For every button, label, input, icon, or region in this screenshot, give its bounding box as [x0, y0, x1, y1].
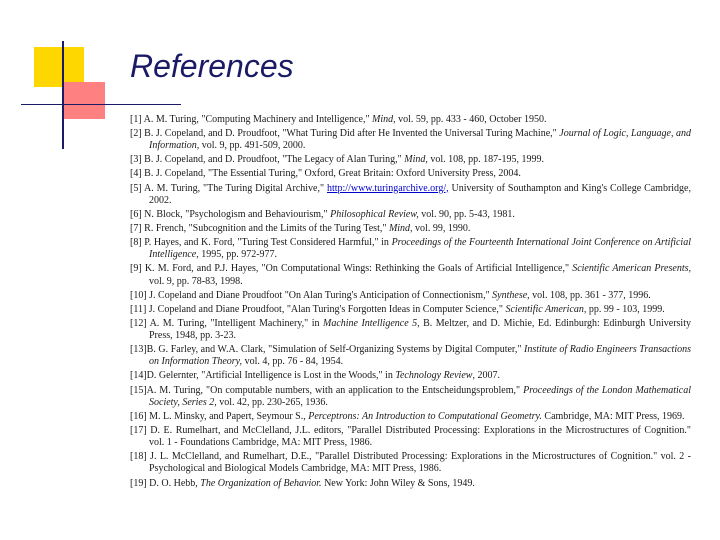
reference-text: [3] B. J. Copeland, and D. Proudfoot, "The Legacy of Alan Turing," — [130, 154, 405, 166]
reference-italic-text: Mind, — [388, 222, 413, 234]
reference-text: vol. 4, pp. 76 - 84, 1954. — [242, 356, 344, 368]
reference-text: , 1995, pp. 972-977. — [196, 249, 278, 261]
reference-item — [130, 425, 691, 449]
reference-text: vol. 9, pp. 491-509, 2000. — [199, 140, 306, 152]
decorative-pink-square — [63, 82, 105, 119]
reference-item — [130, 154, 691, 166]
reference-text: [8] P. Hayes, and K. Ford, "Turing Test Considered Harmful," in — [130, 237, 392, 249]
reference-italic-text: Proceedings of the London Mathematical Society, Series 2, — [149, 384, 691, 408]
reference-italic-text: Technology Review — [395, 370, 473, 382]
reference-text: vol. 42, pp. 230-265, 1936. — [216, 396, 328, 408]
reference-text: University of Southampton and King's College Cambridge, 2002. — [149, 182, 691, 206]
reference-item — [130, 209, 691, 221]
decorative-vertical-rule — [62, 41, 64, 149]
reference-italic-text: Scientific American Presents, — [572, 263, 691, 275]
reference-text: vol. 59, pp. 433 - 460, October 1950. — [395, 114, 547, 125]
reference-text: [11] J. Copeland and Diane Proudfoot, "Alan Turing's Forgotten Ideas in Computer Science," — [130, 303, 506, 315]
reference-item — [130, 478, 691, 490]
reference-text: vol. 108, pp. 187-195, 1999. — [427, 154, 544, 166]
reference-item — [130, 128, 691, 152]
reference-text: [4] B. J. Copeland, "The Essential Turing," Oxford, Great Britain: Oxford University Press, 2004. — [130, 168, 521, 180]
reference-item — [130, 168, 691, 180]
reference-text: vol. 9, pp. 78-83, 1998. — [149, 275, 243, 287]
reference-italic-text: Institute of Radio Engineers Transactions on Information Theory, — [149, 344, 691, 368]
reference-item — [130, 344, 691, 368]
reference-item — [130, 318, 691, 342]
reference-text: [6] N. Block, "Psychologism and Behaviourism," — [130, 208, 331, 220]
reference-text: [13]B. G. Farley, and W.A. Clark, "Simulation of Self-Organizing Systems by Digital Computer," — [130, 344, 525, 356]
reference-text: [12] A. M. Turing, "Intelligent Machinery," in — [130, 317, 323, 329]
reference-text: [17] D. E. Rumelhart, and McClelland, J.L. editors, "Parallel Distributed Processing: Explorations in the Microstructures of Cognition." vol. 1 - Foundations Cambridge, MA: MIT Press, 1986. — [130, 424, 691, 449]
reference-text: [1] A. M. Turing, "Computing Machinery and Intelligence," — [130, 114, 373, 125]
reference-list — [130, 114, 691, 492]
reference-text: vol. 99, 1990. — [412, 222, 471, 234]
reference-item — [130, 114, 691, 126]
reference-italic-text: Machine Intelligence 5 — [322, 317, 418, 329]
reference-item — [130, 451, 691, 475]
slide-title: References — [130, 48, 294, 84]
reference-italic-text: Journal of Logic, Language, and Information, — [149, 128, 692, 152]
reference-italic-text: Proceedings of the Fourteenth International Joint Conference on Artificial Intelligence — [149, 237, 691, 261]
reference-item — [130, 411, 691, 423]
reference-text: , 2007. — [472, 370, 500, 382]
reference-text: Cambridge, MA: MIT Press, 1969. — [541, 410, 685, 422]
reference-text: pp. 99 - 103, 1999. — [586, 303, 665, 315]
reference-link[interactable]: http://www.turingarchive.org/, — [326, 182, 449, 194]
reference-item — [130, 370, 691, 382]
decorative-yellow-square — [34, 47, 84, 87]
reference-item — [130, 223, 691, 235]
reference-text: [5] A. M. Turing, "The Turing Digital Archive," — [130, 182, 327, 194]
reference-text: [15]A. M. Turing, "On computable numbers, with an application to the Entscheidungsproblem," — [130, 384, 524, 396]
reference-italic-text: Synthese, — [492, 289, 530, 301]
reference-text: [7] R. French, "Subcognition and the Limits of the Turing Test," — [130, 222, 389, 234]
reference-text: [16] M. L. Minsky, and Papert, Seymour S., — [130, 410, 309, 422]
reference-item — [130, 385, 691, 409]
reference-item — [130, 183, 691, 207]
reference-text: New York: John Wiley & Sons, 1949. — [321, 477, 475, 489]
reference-item — [130, 290, 691, 302]
reference-italic-text: Perceptrons: An Introduction to Computational Geometry. — [308, 410, 542, 422]
reference-item — [130, 263, 691, 287]
reference-text: vol. 108, pp. 361 - 377, 1996. — [529, 289, 651, 301]
reference-text: [18] J. L. McClelland, and Rumelhart, D.E., "Parallel Distributed Processing: Explorations in the Microstructures of Cognition." vol. 2 - Psychological and Biological Models Cambridge, MA: MIT Press, 1986. — [130, 451, 691, 475]
reference-text: [19] D. O. Hebb, — [130, 477, 201, 489]
reference-text: , B. Meltzer, and D. Michie, Ed. Edinburgh: Edinburgh University Press, 1948, pp. 3-23. — [149, 317, 691, 342]
reference-italic-text: Mind, — [372, 114, 396, 125]
reference-text: [2] B. J. Copeland, and D. Proudfoot, "What Turing Did after He Invented the Universal Turing Machine," — [130, 128, 560, 140]
reference-text: [10] J. Copeland and Diane Proudfoot "On Alan Turing's Anticipation of Connectionism," — [130, 289, 493, 301]
reference-text: vol. 90, pp. 5-43, 1981. — [418, 208, 515, 220]
reference-item — [130, 237, 691, 261]
reference-item — [130, 304, 691, 316]
reference-italic-text: The Organization of Behavior. — [200, 477, 322, 489]
decorative-horizontal-rule — [21, 104, 181, 105]
reference-text: [14]D. Gelernter, "Artificial Intelligence is Lost in the Woods," in — [130, 370, 396, 382]
reference-text: [9] K. M. Ford, and P.J. Hayes, "On Computational Wings: Rethinking the Goals of Artificial Intelligence," — [130, 263, 573, 275]
reference-italic-text: Mind, — [404, 154, 428, 166]
reference-italic-text: Philosophical Review, — [330, 208, 419, 220]
reference-italic-text: Scientific American, — [505, 303, 587, 315]
